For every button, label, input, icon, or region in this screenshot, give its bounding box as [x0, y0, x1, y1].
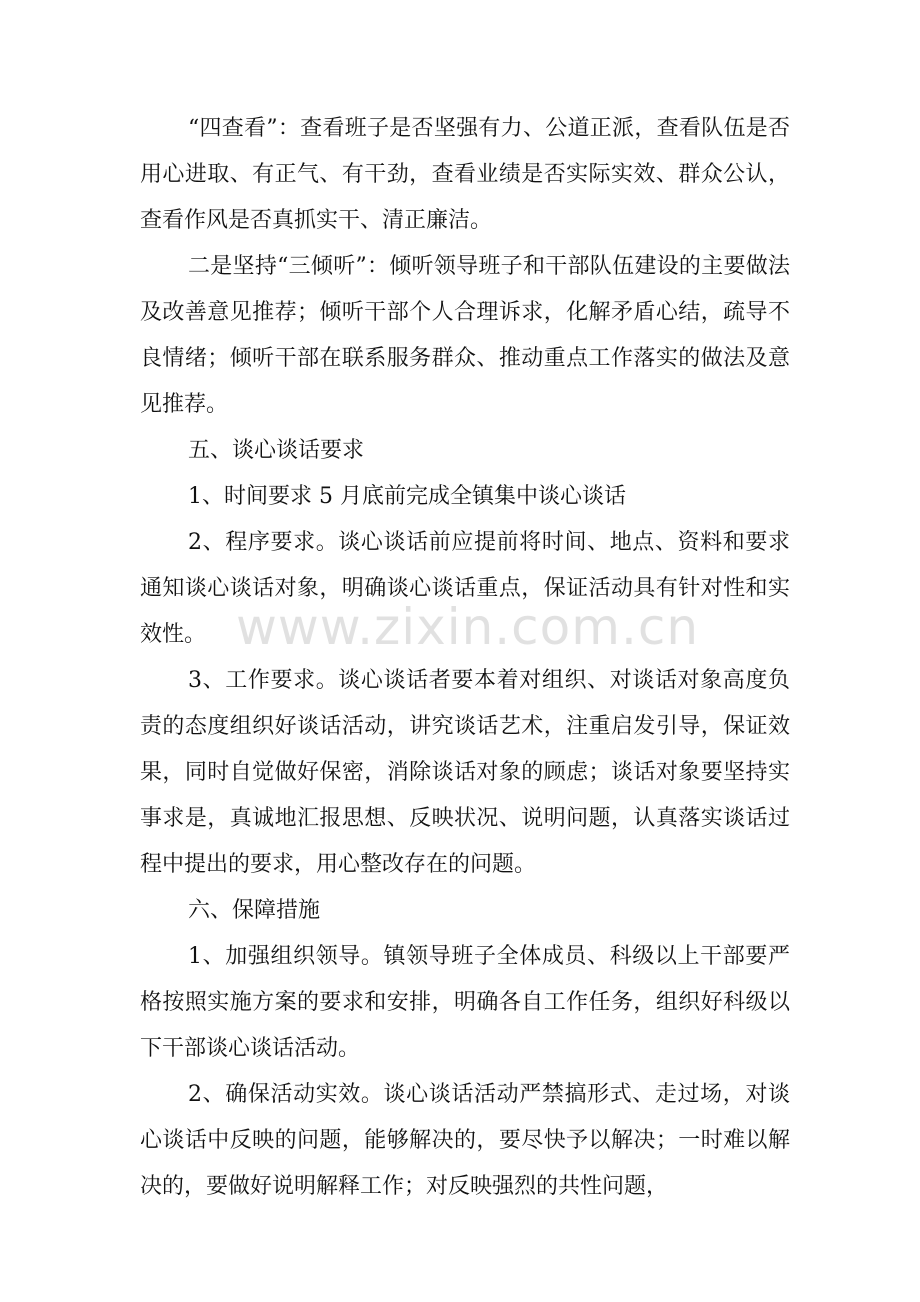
section-heading-five: 五、谈心谈话要求: [188, 438, 365, 463]
paragraph-procedure-requirement: 2、程序要求。谈心谈话前应提前将时间、地点、资料和要求通知谈心谈话对象，明确谈心谈话重点，保证活动具有针对性和实效性。: [140, 530, 790, 647]
document-body: [140, 106, 790, 1210]
paragraph-work-requirement: 3、工作要求。谈心谈话者要本着对组织、对谈话对象高度负责的态度组织好谈话活动，讲究谈话艺术，注重启发引导，保证效果，同时自觉做好保密，消除谈话对象的顾虑；谈话对象要坚持实事求是，真诚地汇报思想、反映状况、说明问题，认真落实谈话过程中提出的要求，用心整改存在的问题。: [140, 668, 790, 877]
watermark: www.zixin.com.cn: [236, 598, 700, 656]
paragraph-time-requirement: 1、时间要求 5 月底前完成全镇集中谈心谈话: [188, 484, 626, 509]
paragraph-four-checks: “四查看”：查看班子是否坚强有力、公道正派，查看队伍是否用心进取、有正气、有干劲，查看业绩是否实际实效、群众公认，查看作风是否真抓实干、清正廉洁。: [140, 116, 790, 233]
paragraph-organization-leadership: 1、加强组织领导。镇领导班子全体成员、科级以上干部要严格按照实施方案的要求和安排，明确各自工作任务，组织好科级以下干部谈心谈话活动。: [140, 944, 790, 1061]
paragraph-three-listens: 二是坚持“三倾听”：倾听领导班子和干部队伍建设的主要做法及改善意见推荐；倾听干部个人合理诉求，化解矛盾心结，疏导不良情绪；倾听干部在联系服务群众、推动重点工作落实的做法及意见推荐。: [140, 254, 790, 417]
paragraph-ensure-effectiveness: 2、确保活动实效。谈心谈话活动严禁搞形式、走过场，对谈心谈话中反映的问题，能够解决的，要尽快予以解决；一时难以解决的，要做好说明解释工作；对反映强烈的共性问题，: [140, 1082, 790, 1199]
section-heading-six: 六、保障措施: [188, 898, 321, 923]
